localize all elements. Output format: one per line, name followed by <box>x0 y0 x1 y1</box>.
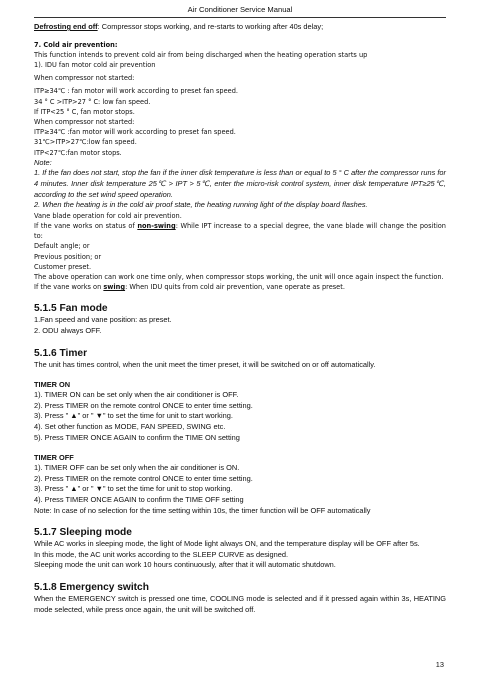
timer-off-step: 1). TIMER OFF can be set only when the air conditioner is ON. <box>34 463 240 473</box>
note-item-2: 2. When the heating is in the cold air proof state, the heating running light of the display board flashes. <box>34 200 368 210</box>
sleep-heading: 5.1.7 Sleeping mode <box>34 527 132 539</box>
page-content <box>34 20 446 615</box>
page-header: Air Conditioner Service Manual <box>187 5 293 14</box>
vane-above: The above operation can work one time only, when compressor stops working, the unit will once again inspect the function. <box>34 273 444 282</box>
page-number: 13 <box>435 660 444 669</box>
sleep-paragraph: While AC works in sleeping mode, the light of Mode light always ON, and the temperature display will be OFF after 5s. <box>34 539 420 549</box>
cold-air-rule: If ITP<25 ° C, fan motor stops. <box>34 107 135 116</box>
cold-air-heading: 7. Cold air prevention: <box>34 40 118 49</box>
vane-title: Vane blade operation for cold air prevention. <box>34 211 182 220</box>
cold-air-rule: ITP≥34℃ :fan motor will work according to preset fan speed. <box>34 128 236 137</box>
timer-off-step: 2). Press TIMER on the remote control ONCE to enter time setting. <box>34 473 253 483</box>
fan-mode-heading: 5.1.5 Fan mode <box>34 303 108 315</box>
cold-air-rule: 34 ° C >ITP>27 ° C: low fan speed. <box>34 97 151 106</box>
timer-on-step: 4). Set other function as MODE, FAN SPEED, SWING etc. <box>34 421 226 431</box>
defrost-text: : Compressor stops working, and re-starts to working after 40s delay; <box>97 22 324 31</box>
compressor-not-started-1: When compressor not started: <box>34 74 135 83</box>
header-divider <box>34 17 446 18</box>
timer-note: Note: In case of no selection for the time setting within 10s, the timer function will be OFF automatically <box>34 505 371 515</box>
timer-intro: The unit has times control, when the unit meet the timer preset, it will be switched on or off automatically. <box>34 359 376 369</box>
compressor-not-started-2: When compressor not started: <box>34 118 135 127</box>
vane-swing: If the vane works on swing: When IDU quits from cold air prevention, vane operate as preset. <box>34 283 345 292</box>
timer-on-step: 2). Press TIMER on the remote control ONCE to enter time setting. <box>34 400 253 410</box>
defrost-line <box>34 22 446 33</box>
timer-on-heading: TIMER ON <box>34 380 71 390</box>
timer-on-step: 3). Press " ▲" or " ▼" to set the time for unit to start working. <box>34 411 233 421</box>
note-label: Note: <box>34 157 52 167</box>
vane-option: Default angle; or <box>34 242 90 251</box>
vane-non-swing: If the vane works on status of non-swing: While IPT increase to a special degree, the vane blade will change the position to: <box>34 222 446 241</box>
fan-mode-line: 1.Fan speed and vane position: as preset. <box>34 315 172 325</box>
note-item-1: 1. If the fan does not start, stop the fan if the inner disk temperature is less than or equal to 5 ° C after the compressor runs for 4 minutes. Inner disk temperature 25℃ > IPT > 5℃, enter the micro-risk control system, inner disk temperature IPT≥25℃, according to the set wind speed operation. <box>34 168 446 199</box>
defrost-label: Defrosting end off <box>34 22 98 31</box>
sleep-paragraph: Sleeping mode the unit can work 10 hours continuously, after that it will automatic shutdown. <box>34 560 336 570</box>
timer-on-step: 1). TIMER ON can be set only when the air conditioner is OFF. <box>34 390 239 400</box>
cold-air-rule: ITP<27℃:fan motor stops. <box>34 148 122 157</box>
timer-off-step: 4). Press TIMER ONCE AGAIN to confirm the TIME OFF setting <box>34 494 244 504</box>
swing-term: swing <box>103 283 126 292</box>
timer-heading: 5.1.6 Timer <box>34 347 88 359</box>
sleep-paragraph: In this mode, the AC unit works according to the SLEEP CURVE as designed. <box>34 549 289 559</box>
timer-off-step: 3). Press " ▲" or " ▼" to set the time for unit to stop working. <box>34 484 233 494</box>
cold-air-intro: This function intends to prevent cold air from being discharged when the heating operation starts up <box>34 50 368 59</box>
vane-option: Previous position; or <box>34 252 102 261</box>
emergency-paragraph: When the EMERGENCY switch is pressed one time, COOLING mode is selected and if it pressed again within 3s, HEATING mode selected, while press once again, the unit will be switched off. <box>34 593 446 614</box>
non-swing-term: non-swing <box>137 222 176 230</box>
cold-air-rule: 31℃>ITP>27℃:low fan speed. <box>34 138 137 147</box>
cold-air-idu-line: 1). IDU fan motor cold air prevention <box>34 61 156 69</box>
emergency-heading: 5.1.8 Emergency switch <box>34 581 149 593</box>
timer-on-step: 5). Press TIMER ONCE AGAIN to confirm the TIME ON setting <box>34 432 240 442</box>
vane-option: Customer preset. <box>34 262 92 271</box>
cold-air-rule: ITP≥34℃ : fan motor will work according to preset fan speed. <box>34 87 238 96</box>
fan-mode-line: 2. ODU always OFF. <box>34 326 102 336</box>
timer-off-heading: TIMER OFF <box>34 453 74 463</box>
